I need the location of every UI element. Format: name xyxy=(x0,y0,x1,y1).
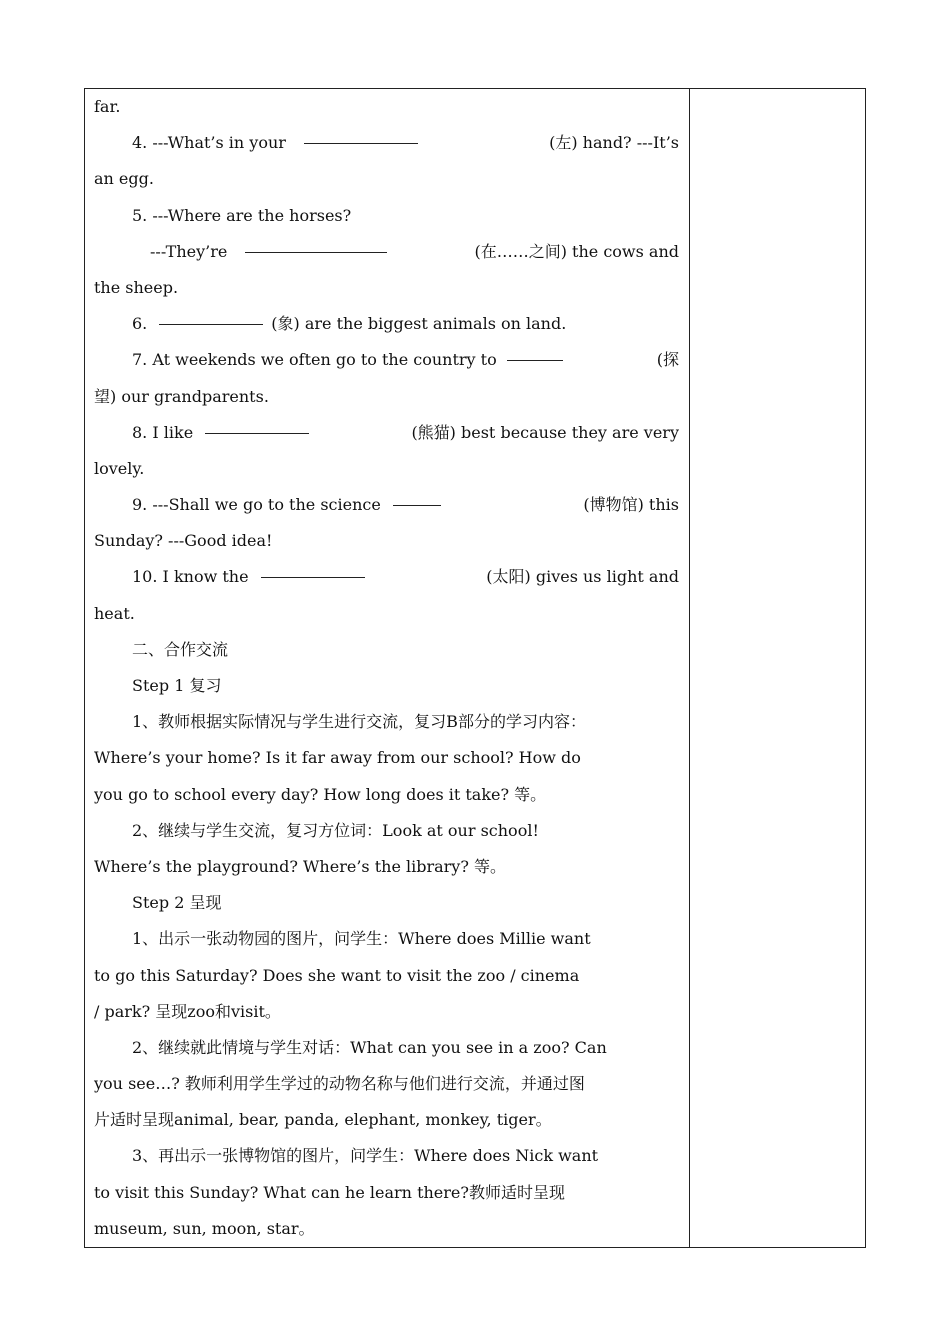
answer-blank[interactable] xyxy=(507,342,563,361)
section-heading xyxy=(94,632,679,668)
line-text: Where’s your home? Is it far away from our school? How do xyxy=(94,748,581,768)
question-6 xyxy=(94,306,679,342)
line-text: (在……之间) the cows and xyxy=(474,241,679,261)
line-text: 9. ---Shall we go to the science xyxy=(132,495,381,515)
text-line xyxy=(94,161,679,197)
column-divider xyxy=(689,89,690,1247)
line-text: 2、继续就此情境与学生对话：What can you see in a zoo? Can xyxy=(132,1037,607,1057)
line-text: 5. ---Where are the horses? xyxy=(132,205,352,225)
question-4 xyxy=(94,125,679,161)
line-text: (太阳) gives us light and xyxy=(486,567,679,587)
text-line xyxy=(94,596,679,632)
line-text: 片适时呈现animal, bear, panda, elephant, monkey, tiger。 xyxy=(94,1110,552,1130)
text-line xyxy=(94,270,679,306)
text-line xyxy=(94,813,679,849)
line-text: lovely. xyxy=(94,458,145,478)
question-7 xyxy=(94,342,679,378)
question-8 xyxy=(94,415,679,451)
text-line xyxy=(94,921,679,957)
line-text: ---They’re xyxy=(150,241,228,261)
text-line xyxy=(94,958,679,994)
text-line xyxy=(94,89,679,125)
line-text: you see…? 教师利用学生学过的动物名称与他们进行交流，并通过图 xyxy=(94,1074,585,1094)
text-line xyxy=(94,234,679,270)
line-text: heat. xyxy=(94,603,135,623)
line-text: you go to school every day? How long does it take? 等。 xyxy=(94,784,547,804)
lesson-content xyxy=(94,89,679,1247)
answer-blank[interactable] xyxy=(393,487,441,506)
line-text: 8. I like xyxy=(132,422,194,442)
text-line xyxy=(94,740,679,776)
text-line xyxy=(94,1102,679,1138)
line-text: 1、教师根据实际情况与学生进行交流，复习B部分的学习内容： xyxy=(132,712,586,732)
text-line xyxy=(94,849,679,885)
text-line xyxy=(94,777,679,813)
line-text: / park? 呈现zoo和visit。 xyxy=(94,1001,281,1021)
line-text: 望) our grandparents. xyxy=(94,386,269,406)
line-text: 3、再出示一张博物馆的图片，问学生：Where does Nick want xyxy=(132,1146,599,1166)
line-text: 4. ---What’s in your xyxy=(132,133,286,153)
line-text: 10. I know the xyxy=(132,567,249,587)
line-text: 二、合作交流 xyxy=(132,639,229,659)
text-line xyxy=(94,1138,679,1174)
line-text: (左) hand? ---It’s xyxy=(549,133,679,153)
text-line xyxy=(94,1175,679,1211)
line-text: 6. xyxy=(132,314,148,334)
text-line xyxy=(94,451,679,487)
line-text: (象) are the biggest animals on land. xyxy=(271,314,567,334)
line-text: an egg. xyxy=(94,169,154,189)
line-text: Step 2 呈现 xyxy=(132,893,222,913)
text-line xyxy=(94,1066,679,1102)
line-text: the sheep. xyxy=(94,277,179,297)
line-text: far. xyxy=(94,97,121,116)
answer-blank[interactable] xyxy=(159,306,263,325)
text-line xyxy=(94,704,679,740)
line-text: to visit this Sunday? What can he learn there?教师适时呈现 xyxy=(94,1182,565,1202)
question-9 xyxy=(94,487,679,523)
line-text: Sunday? ---Good idea! xyxy=(94,531,273,551)
text-line xyxy=(94,523,679,559)
line-text: 2、继续与学生交流，复习方位词：Look at our school! xyxy=(132,820,539,840)
text-line xyxy=(94,379,679,415)
text-line xyxy=(94,1030,679,1066)
question-10 xyxy=(94,559,679,595)
question-5 xyxy=(94,198,679,234)
line-text: Where’s the playground? Where’s the library? 等。 xyxy=(94,856,507,876)
answer-blank[interactable] xyxy=(245,234,387,253)
text-line xyxy=(94,1211,679,1247)
answer-blank[interactable] xyxy=(205,415,309,434)
text-line xyxy=(94,994,679,1030)
line-text: museum, sun, moon, star。 xyxy=(94,1218,315,1238)
line-text: to go this Saturday? Does she want to visit the zoo / cinema xyxy=(94,965,580,985)
answer-blank[interactable] xyxy=(261,559,365,578)
lesson-table xyxy=(84,88,866,1248)
line-text: 1、出示一张动物园的图片，问学生：Where does Millie want xyxy=(132,929,591,949)
answer-blank[interactable] xyxy=(304,125,418,144)
line-text: (探 xyxy=(656,350,679,370)
step-heading xyxy=(94,885,679,921)
line-text: (博物馆) this xyxy=(583,495,679,515)
line-text: Step 1 复习 xyxy=(132,676,222,695)
line-text: 7. At weekends we often go to the country to xyxy=(132,350,497,370)
step-heading xyxy=(94,668,679,704)
line-text: (熊猫) best because they are very xyxy=(411,422,679,442)
